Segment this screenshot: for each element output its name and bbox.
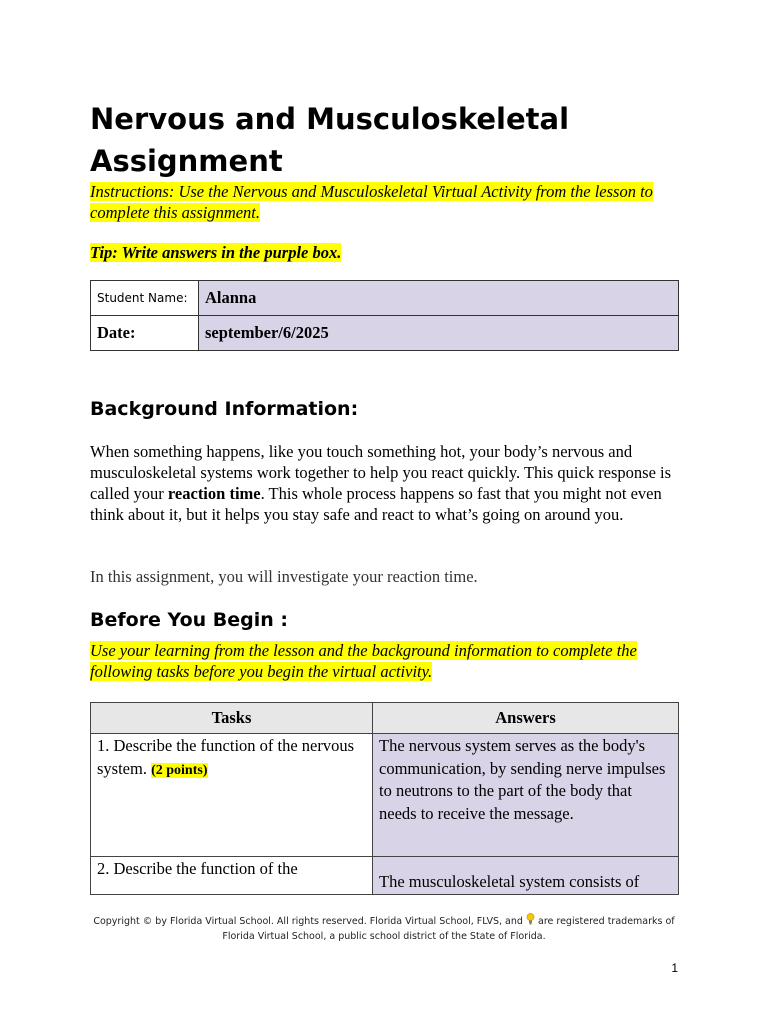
tip-text: Tip: Write answers in the purple box. (90, 243, 342, 262)
task-row (91, 857, 679, 895)
student-name-row (91, 281, 679, 316)
answer-box[interactable]: The musculoskeletal system consists of (373, 857, 679, 895)
student-info-table (90, 280, 679, 351)
task-row (91, 734, 679, 857)
assignment-intro: In this assignment, you will investigate your reaction time. (90, 567, 478, 586)
document-title: Nervous and Musculoskeletal Assignment (90, 102, 570, 178)
task-cell (91, 734, 373, 857)
flvs-lightbulb-icon (526, 913, 535, 924)
tasks-header-row (91, 703, 679, 734)
date-label (91, 316, 199, 351)
instructions-text: Instructions: Use the Nervous and Musculoskeletal Virtual Activity from the lesson to complete this assignment. (90, 182, 653, 222)
instructions (90, 181, 690, 223)
page-number: 1 (671, 961, 678, 975)
answer-box[interactable]: The nervous system serves as the body's communication, by sending nerve impulses to neutrons to the part of the body that needs to receive the message. (373, 734, 679, 857)
footer-text-3: Florida Virtual School, a public school district of the State of Florida. (222, 931, 546, 942)
background-text-1: When something happens, like you touch something hot, your body’s nervous and musculoskeletal systems work together to help you react quickly. This quick response is called your (90, 442, 672, 503)
task-text: 2. Describe the function of the (97, 859, 298, 878)
background-paragraph (90, 441, 680, 525)
student-name-label-text: Student Name: (97, 291, 188, 305)
footer-text-2: are registered trademarks of (538, 916, 675, 927)
date-field[interactable]: september/6/2025 (199, 316, 679, 351)
tasks-table (90, 702, 679, 895)
background-text-2: . This whole process happens so fast that you might not even think about it, but it helps you stay safe and react to what’s going on around you. (90, 484, 662, 524)
before-instructions-text: Use your learning from the lesson and the background information to complete the following tasks before you begin the virtual activity. (90, 641, 637, 681)
tip (90, 242, 341, 263)
task-cell (91, 857, 373, 895)
student-name-field[interactable]: Alanna (199, 281, 679, 316)
before-heading: Before You Begin : (90, 609, 288, 631)
copyright-footer (90, 913, 678, 944)
background-bold-term: reaction time (167, 484, 261, 503)
date-row (91, 316, 679, 351)
task-points-badge: (2 points) (151, 762, 208, 778)
footer-text-1: Copyright © by Florida Virtual School. All rights reserved. Florida Virtual School, FLVS, and (93, 916, 523, 927)
date-label-text: Date: (97, 323, 136, 342)
tasks-column-header: Tasks (91, 703, 373, 734)
background-heading: Background Information: (90, 398, 359, 420)
before-instructions (90, 640, 680, 682)
answers-column-header: Answers (373, 703, 679, 734)
task-text: 1. Describe the function of the nervous system. (97, 736, 355, 778)
student-name-label (91, 281, 199, 316)
